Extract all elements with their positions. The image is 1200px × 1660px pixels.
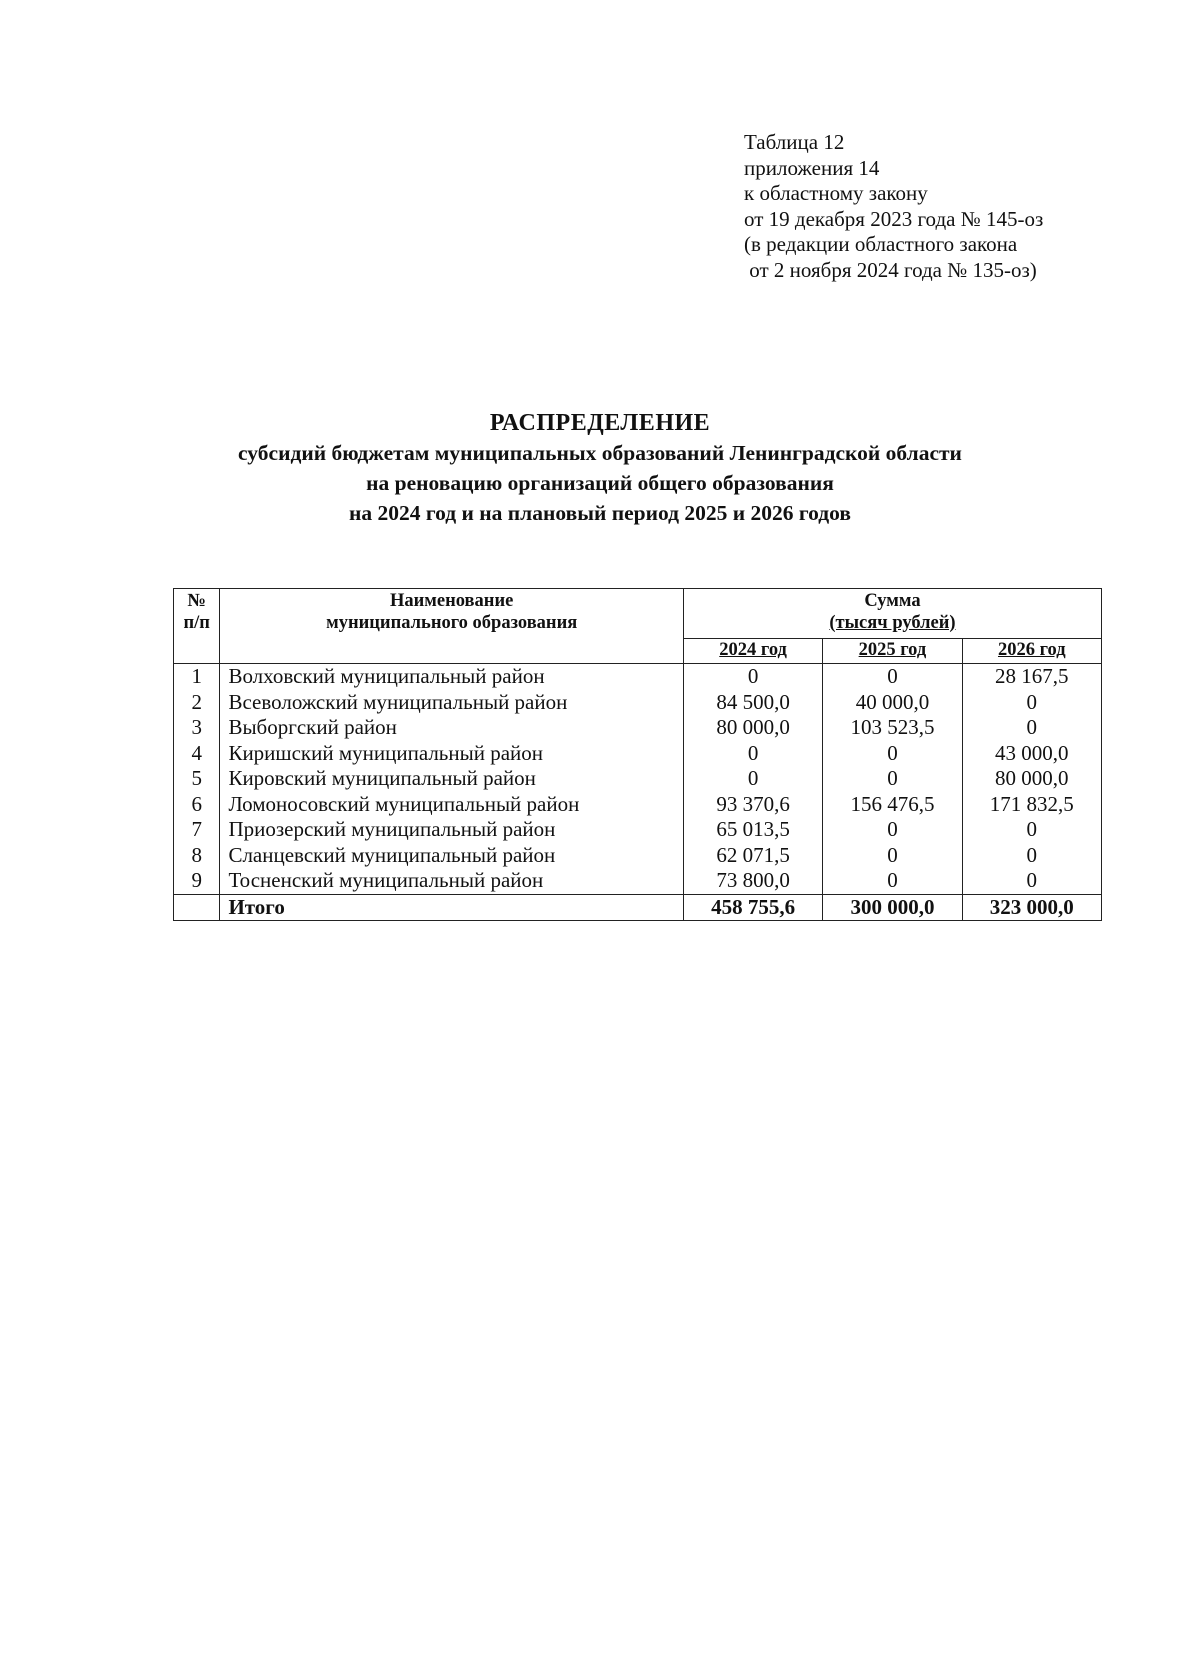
header-name	[220, 589, 683, 664]
row-num: 1	[174, 664, 220, 690]
row-value-2024: 80 000,0	[683, 715, 822, 741]
header-year	[823, 639, 962, 664]
row-value-2026: 0	[962, 715, 1101, 741]
row-value-2024: 93 370,6	[683, 792, 822, 818]
row-value-2026: 171 832,5	[962, 792, 1101, 818]
row-value-2026: 0	[962, 843, 1101, 869]
appendix-note	[744, 130, 1043, 283]
note-line: Таблица 12	[744, 130, 845, 154]
row-name: Тосненский муниципальный район	[220, 868, 683, 894]
row-value-2026: 28 167,5	[962, 664, 1101, 690]
row-value-2025: 0	[823, 741, 962, 767]
note-line: к областному закону	[744, 181, 928, 205]
header-sum-line: Сумма	[864, 591, 921, 611]
header-name-line: муниципального образования	[326, 613, 578, 633]
total-num	[174, 894, 220, 921]
title-main: РАСПРЕДЕЛЕНИЕ	[489, 410, 711, 436]
header-sum-unit: (тысяч рублей)	[829, 613, 956, 633]
total-value-2024: 458 755,6	[683, 894, 822, 921]
row-value-2025: 0	[823, 664, 962, 690]
table-row	[174, 766, 1102, 792]
row-name: Приозерский муниципальный район	[220, 817, 683, 843]
row-num: 3	[174, 715, 220, 741]
table-row	[174, 741, 1102, 767]
row-value-2024: 0	[683, 741, 822, 767]
row-value-2025: 0	[823, 766, 962, 792]
total-value-2026: 323 000,0	[962, 894, 1101, 921]
table-row	[174, 817, 1102, 843]
row-value-2026: 0	[962, 690, 1101, 716]
row-value-2025: 0	[823, 843, 962, 869]
row-name: Выборгский район	[220, 715, 683, 741]
table-row	[174, 690, 1102, 716]
row-value-2026: 0	[962, 868, 1101, 894]
header-year-label: 2026 год	[997, 640, 1066, 660]
row-value-2024: 0	[683, 664, 822, 690]
header-year-label: 2025 год	[858, 640, 927, 660]
row-num: 7	[174, 817, 220, 843]
header-year-label: 2024 год	[719, 640, 787, 660]
row-name: Кировский муниципальный район	[220, 766, 683, 792]
header-sum	[683, 589, 1101, 639]
row-num: 9	[174, 868, 220, 894]
distribution-table	[173, 588, 1102, 921]
row-value-2025: 156 476,5	[823, 792, 962, 818]
row-name: Киришский муниципальный район	[220, 741, 683, 767]
row-value-2024: 73 800,0	[683, 868, 822, 894]
row-value-2025: 0	[823, 868, 962, 894]
total-row	[174, 894, 1102, 921]
row-num: 6	[174, 792, 220, 818]
table-row	[174, 792, 1102, 818]
row-name: Всеволожский муниципальный район	[220, 690, 683, 716]
row-value-2024: 0	[683, 766, 822, 792]
row-num: 8	[174, 843, 220, 869]
row-num: 4	[174, 741, 220, 767]
title-line: на реновацию организаций общего образования	[366, 471, 834, 495]
title-line: на 2024 год и на плановый период 2025 и 2026 годов	[349, 501, 851, 525]
title-line: субсидий бюджетам муниципальных образований Ленинградской области	[238, 441, 962, 465]
note-line: (в редакции областного закона	[744, 232, 1018, 256]
row-value-2025: 40 000,0	[823, 690, 962, 716]
note-line: от 19 декабря 2023 года № 145-оз	[744, 206, 1044, 231]
total-label: Итого	[220, 894, 683, 921]
header-num-line: п/п	[183, 613, 210, 633]
note-line: от 2 ноября 2024 года № 135-оз)	[744, 257, 1037, 282]
document-title	[0, 408, 1200, 528]
row-value-2024: 62 071,5	[683, 843, 822, 869]
total-value-2025: 300 000,0	[823, 894, 962, 921]
table-row	[174, 868, 1102, 894]
header-year	[962, 639, 1101, 664]
row-value-2024: 65 013,5	[683, 817, 822, 843]
note-line: приложения 14	[744, 155, 880, 180]
table-row	[174, 715, 1102, 741]
header-year	[683, 639, 822, 664]
header-num	[174, 589, 220, 664]
row-value-2026: 0	[962, 817, 1101, 843]
row-name: Волховский муниципальный район	[220, 664, 683, 690]
row-value-2025: 103 523,5	[823, 715, 962, 741]
row-name: Ломоносовский муниципальный район	[220, 792, 683, 818]
row-value-2025: 0	[823, 817, 962, 843]
row-value-2026: 80 000,0	[962, 766, 1101, 792]
row-value-2024: 84 500,0	[683, 690, 822, 716]
table-row	[174, 843, 1102, 869]
row-value-2026: 43 000,0	[962, 741, 1101, 767]
row-num: 2	[174, 690, 220, 716]
header-name-line: Наименование	[390, 591, 514, 611]
row-num: 5	[174, 766, 220, 792]
row-name: Сланцевский муниципальный район	[220, 843, 683, 869]
header-num-line: №	[187, 591, 207, 611]
table-row	[174, 664, 1102, 690]
